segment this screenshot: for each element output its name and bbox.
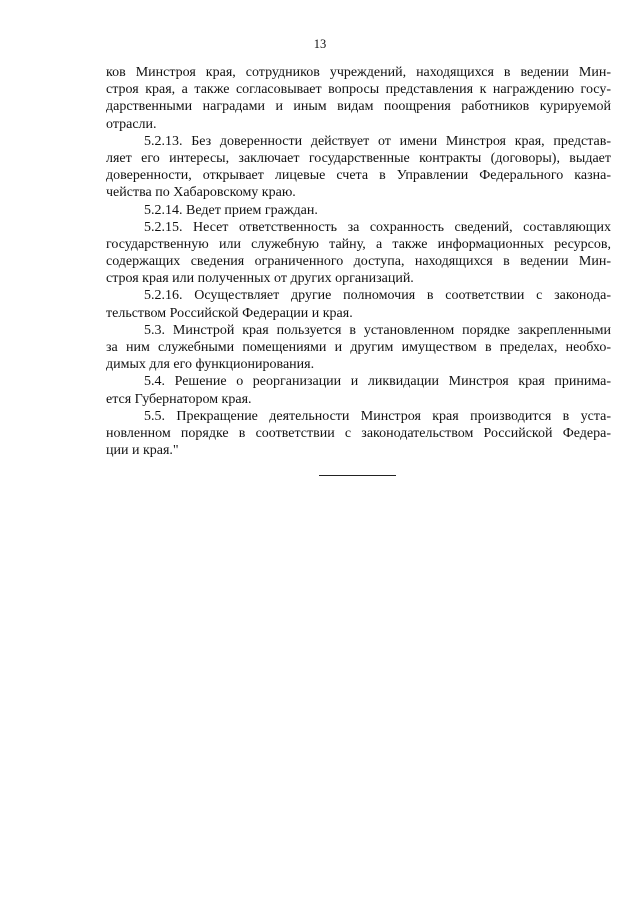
text-line: 5.2.14. Ведет прием граждан. xyxy=(144,202,318,218)
text-line: отрасли. xyxy=(106,116,157,132)
text-line: 5.2.15. Несет ответственность за сохранность сведений, составляющих xyxy=(144,219,611,235)
text-line: за ним служебными помещениями и другим имуществом в пределах, необхо- xyxy=(106,340,611,355)
text-line: содержащих сведения ограниченного доступа, находящихся в ведении Мин- xyxy=(106,254,611,270)
text-line: димых для его функционирования. xyxy=(106,357,315,373)
text-line: строя края, а также согласовывает вопросы представления к награждению госу- xyxy=(106,82,611,98)
text-line: доверенности, открывает лицевые счета в Управлении Федерального казна- xyxy=(106,168,611,184)
text-line: ляет его интересы, заключает государственные контракты (договоры), выдает xyxy=(106,150,611,166)
text-line: 5.4. Решение о реорганизации и ликвидации Минстроя края принима- xyxy=(144,374,611,390)
text-line: 5.2.13. Без доверенности действует от имени Минстроя края, представ- xyxy=(144,133,611,149)
text-line: чейства по Хабаровскому краю. xyxy=(106,185,296,201)
text-line: 5.3. Минстрой края пользуется в установленном порядке закрепленными xyxy=(144,322,611,338)
text-line: 5.5. Прекращение деятельности Минстроя края производится в уста- xyxy=(144,408,611,424)
text-line: ции и края." xyxy=(106,443,179,459)
text-line: ков Минстроя края, сотрудников учреждений, находящихся в ведении Мин- xyxy=(106,65,611,80)
text-line: новленном порядке в соответствии с законодательством Российской Федера- xyxy=(106,425,611,441)
text-line: ется Губернатором края. xyxy=(106,391,252,407)
body-text xyxy=(106,64,611,459)
text-line: дарственными наградами и иным видам поощрения работников курируемой xyxy=(106,99,611,115)
text-line: тельством Российской Федерации и края. xyxy=(106,305,353,321)
text-line: 5.2.16. Осуществляет другие полномочия в соответствии с законода- xyxy=(144,288,611,304)
page-number: 13 xyxy=(313,37,327,51)
text-line: строя края или полученных от других организаций. xyxy=(106,271,414,287)
text-line: государственную или служебную тайну, а также информационных ресурсов, xyxy=(106,236,611,252)
end-of-text-rule xyxy=(319,475,396,476)
